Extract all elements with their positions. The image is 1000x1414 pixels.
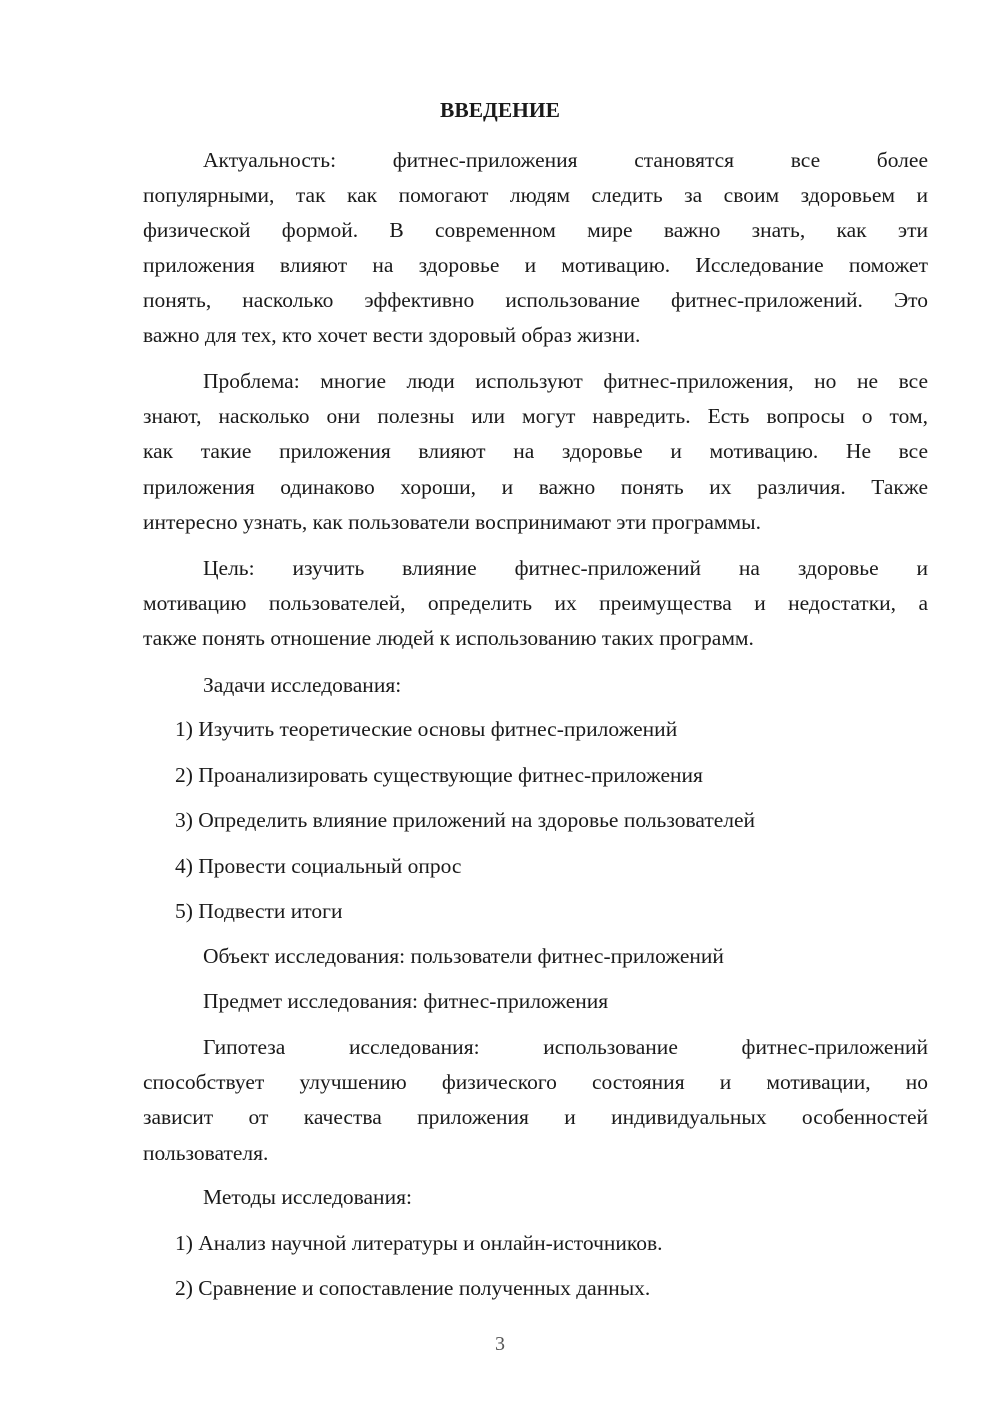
relevance-line: физической формой. В современном мире важно знать, как эти (143, 218, 928, 242)
research-subject: Предмет исследования: фитнес-приложения (203, 989, 609, 1013)
page-number: 3 (495, 1333, 505, 1355)
tasks-heading: Задачи исследования: (203, 673, 402, 697)
task-item: 1) Изучить теоретические основы фитнес-приложений (175, 717, 678, 741)
task-item: 5) Подвести итоги (175, 899, 343, 923)
section-title: ВВЕДЕНИЕ (440, 98, 560, 122)
hypothesis-line: зависит от качества приложения и индивидуальных особенностей (143, 1105, 928, 1129)
goal-line: мотивацию пользователей, определить их преимущества и недостатки, а (143, 591, 928, 615)
method-item: 2) Сравнение и сопоставление полученных данных. (175, 1276, 651, 1300)
method-item: 1) Анализ научной литературы и онлайн-источников. (175, 1231, 663, 1255)
hypothesis-line: способствует улучшению физического состояния и мотивации, но (143, 1070, 928, 1094)
task-item: 4) Провести социальный опрос (175, 854, 462, 878)
task-item: 2) Проанализировать существующие фитнес-приложения (175, 763, 703, 787)
problem-line: Проблема: многие люди используют фитнес-приложения, но не все (203, 369, 928, 393)
relevance-line: важно для тех, кто хочет вести здоровый образ жизни. (143, 323, 641, 347)
problem-line: приложения одинаково хороши, и важно понять их различия. Также (143, 475, 928, 499)
research-object: Объект исследования: пользователи фитнес-приложений (203, 944, 724, 968)
relevance-line: популярными, так как помогают людям следить за своим здоровьем и (143, 183, 928, 207)
hypothesis-line: пользователя. (143, 1141, 269, 1165)
methods-heading: Методы исследования: (203, 1185, 412, 1209)
goal-line: также понять отношение людей к использованию таких программ. (143, 626, 754, 650)
task-item: 3) Определить влияние приложений на здоровье пользователей (175, 808, 756, 832)
problem-line: как такие приложения влияют на здоровье и мотивацию. Не все (143, 439, 928, 463)
problem-line: знают, насколько они полезны или могут навредить. Есть вопросы о том, (143, 404, 928, 428)
problem-line: интересно узнать, как пользователи воспринимают эти программы. (143, 510, 761, 534)
goal-line: Цель: изучить влияние фитнес-приложений на здоровье и (203, 556, 928, 580)
relevance-line: приложения влияют на здоровье и мотивацию. Исследование поможет (143, 253, 928, 277)
hypothesis-line: Гипотеза исследования: использование фитнес-приложений (203, 1035, 928, 1059)
relevance-line: Актуальность: фитнес-приложения становятся все более (203, 148, 928, 172)
relevance-line: понять, насколько эффективно использование фитнес-приложений. Это (143, 288, 928, 312)
